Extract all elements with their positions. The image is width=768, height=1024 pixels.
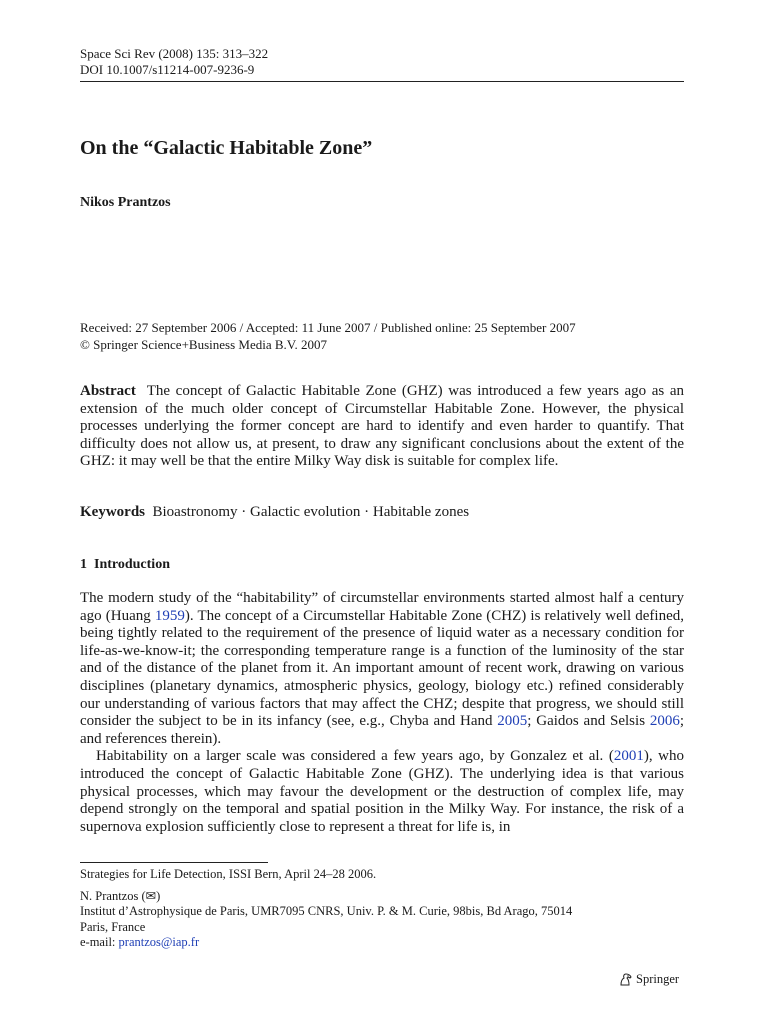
intro-text-run: ; Gaidos and Selsis xyxy=(527,713,650,730)
intro-text-run: ). The concept of a Circumstellar Habitable Zone (CHZ) is relatively well defined, being tightly related to the requirement of the presence of liquid water as a necessary condition for life-as-we-know-it; the corresponding temperature range is a function of the luminosity of the star and of the distance of the planet from it. An important amount of recent work, drawing on various disciplines (planetary dynamics, atmospheric physics, geology, biology etc.) refined considerably our understanding of various factors that may affect the CHZ; despite that progress, we should still consider the subject to be in its infancy (see, e.g., Chyba and Hand xyxy=(80,607,684,730)
affiliation: Institut d’Astrophysique de Paris, UMR7095 CNRS, Univ. P. & M. Curie, 98bis, Bd Arago, 75014 xyxy=(80,904,573,919)
intro-paragraph-2 xyxy=(80,748,684,836)
corresponding-author: N. Prantzos (✉) xyxy=(80,889,161,904)
publisher-logo xyxy=(619,971,679,987)
journal-citation: Space Sci Rev (2008) 135: 313–322 xyxy=(80,46,269,61)
keywords-label: Keywords xyxy=(80,504,145,520)
citation-link-chyba[interactable]: 2005 xyxy=(497,713,528,730)
citation-link-gonzalez[interactable]: 2001 xyxy=(613,748,644,765)
footnotes xyxy=(80,867,572,950)
copyright-line: © Springer Science+Business Media B.V. 2007 xyxy=(80,337,327,352)
springer-horse-icon xyxy=(619,973,633,986)
history-dates: Received: 27 September 2006 / Accepted: 11 June 2007 / Published online: 25 September 2007 xyxy=(80,320,576,335)
intro-text-run: Habitability on a larger scale was considered a few years ago, by Gonzalez et al. ( xyxy=(96,748,614,765)
section-title: Introduction xyxy=(94,557,170,572)
intro-text-run: The modern study of the “habitability” of circumstellar environments started almost half a century ago (Huang xyxy=(80,590,684,624)
intro-text-run: ), who introduced the concept of Galactic Habitable Zone (GHZ). The underlying idea is that various physical processes, which may favour the development or the destruction of complex life, may depend strongly on the temporal and spatial position in the Milky Way. For instance, the risk of a supernova explosion sufficiently close to represent a threat for life is, in xyxy=(80,748,684,835)
publication-history xyxy=(80,319,576,353)
section-number: 1 xyxy=(80,557,87,572)
publisher-name: Springer xyxy=(636,972,680,986)
journal-header xyxy=(80,46,268,78)
intro-text-run: ; and references therein). xyxy=(80,713,684,747)
keywords-text: Bioastronomy · Galactic evolution · Habitable zones xyxy=(152,504,470,520)
abstract-text: The concept of Galactic Habitable Zone (GHZ) was introduced a few years ago as an extension of the much older concept of Circumstellar Habitable Zone. However, the physical processes underlying the former concept are hard to identify and even harder to quantify. That difficulty does not allow us, at present, to draw any significant conclusions about the extent of the GHZ: it may well be that the entire Milky Way disk is suitable for complex life. xyxy=(80,383,684,470)
email-line xyxy=(80,935,572,950)
workshop-footnote: Strategies for Life Detection, ISSI Bern, April 24–28 2006. xyxy=(80,867,377,881)
citation-link-gaidos[interactable]: 2006 xyxy=(649,713,680,730)
citation-link-huang[interactable]: 1959 xyxy=(154,607,185,624)
header-rule xyxy=(80,81,684,82)
email-label: e-mail: xyxy=(80,934,119,949)
intro-paragraph-1 xyxy=(80,590,684,748)
footnote-rule xyxy=(80,862,268,863)
paper-title: On the “Galactic Habitable Zone” xyxy=(80,137,373,159)
keywords-block xyxy=(80,504,684,522)
affiliation-city: Paris, France xyxy=(80,919,146,934)
doi-line: DOI 10.1007/s11214-007-9236-9 xyxy=(80,62,255,77)
abstract-label: Abstract xyxy=(80,383,136,399)
email-link[interactable]: prantzos@iap.fr xyxy=(118,934,200,949)
introduction-text xyxy=(80,590,684,836)
abstract-block xyxy=(80,383,684,471)
section-heading xyxy=(80,556,170,573)
author-name: Nikos Prantzos xyxy=(80,195,171,210)
